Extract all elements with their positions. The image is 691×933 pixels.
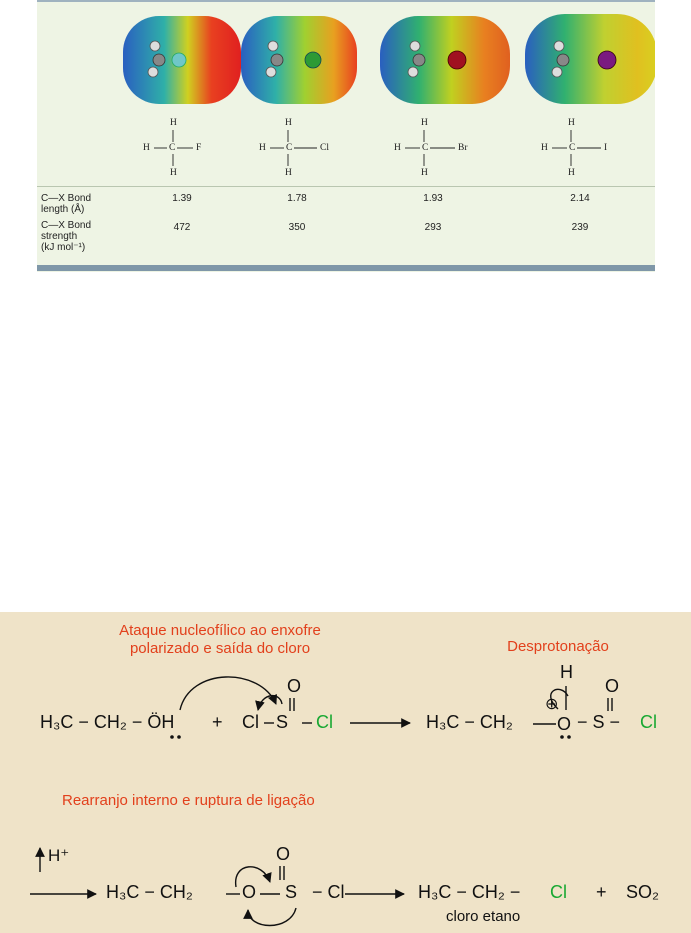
strength-i: 239 — [571, 222, 589, 233]
intermediate-2-o: O — [242, 882, 257, 902]
intermediate-1-chain: H₃C − CH₂ — [426, 712, 513, 732]
intermediate-1-s: − S − — [577, 712, 621, 732]
reaction-scheme — [0, 612, 691, 933]
halomethane-table: H H C F H H H C Cl H H H C Br H H H C I H C—X Bond length (Å) C—X Bond strength (kJ mol⁻¹) 1.39 1.78 1.93 2.14 472 350 293 239 — [37, 0, 655, 272]
length-br: 1.93 — [423, 193, 443, 204]
table-divider — [37, 186, 655, 187]
strength-cl: 350 — [288, 222, 306, 233]
table-bottom-rule — [37, 265, 655, 271]
map-br — [380, 16, 510, 104]
thionyl-cl-right: Cl — [316, 712, 333, 732]
label-bond-strength: C—X Bond strength (kJ mol⁻¹) — [41, 220, 92, 253]
label-bond-length: C—X Bond length (Å) — [41, 193, 92, 215]
scheme-arrows — [0, 612, 691, 933]
length-cl: 1.78 — [287, 193, 307, 204]
product-name: cloro etano — [446, 908, 521, 925]
length-i: 2.14 — [570, 193, 590, 204]
lone-pairs — [170, 735, 571, 739]
plus-sign: + — [212, 712, 223, 732]
intermediate-1-o-top: O — [605, 676, 620, 696]
table-top-rule — [37, 0, 655, 2]
label-deprotonation: Desprotonação — [507, 638, 609, 655]
length-f: 1.39 — [172, 193, 192, 204]
intermediate-1-h: H — [560, 662, 573, 682]
label-nucleophilic-attack: Ataque nucleofílico ao enxofre polarizado e saída do cloro — [119, 622, 321, 657]
sulfur-dioxide: SO₂ — [626, 882, 659, 902]
intermediate-1-cl: Cl — [640, 712, 657, 732]
ethanol: H₃C − CH₂ − ÖH — [40, 712, 175, 732]
strength-f: 472 — [173, 222, 191, 233]
map-f — [123, 16, 241, 104]
strength-br: 293 — [424, 222, 442, 233]
intermediate-2-chain: H₃C − CH₂ — [106, 882, 193, 902]
oxonium-plus-sign: ⊕ — [545, 696, 559, 713]
thionyl-s: S — [276, 712, 289, 732]
electrostatic-maps — [37, 4, 655, 114]
plus-sign-2: + — [596, 882, 607, 902]
map-i — [525, 14, 655, 104]
label-rearrangement: Rearranjo interno e ruptura de ligação — [62, 792, 315, 809]
h-plus: H⁺ — [48, 846, 70, 865]
map-cl — [241, 16, 357, 104]
thionyl-o: O — [287, 676, 302, 696]
intermediate-1-o: O — [557, 714, 572, 734]
intermediate-2-s: S — [285, 882, 298, 902]
intermediate-2-o-top: O — [276, 844, 291, 864]
intermediate-2-cl: − Cl — [312, 882, 345, 902]
product-chain: H₃C − CH₂ − — [418, 882, 521, 902]
product-cl: Cl — [550, 882, 567, 902]
thionyl-cl-left: Cl — [242, 712, 259, 732]
